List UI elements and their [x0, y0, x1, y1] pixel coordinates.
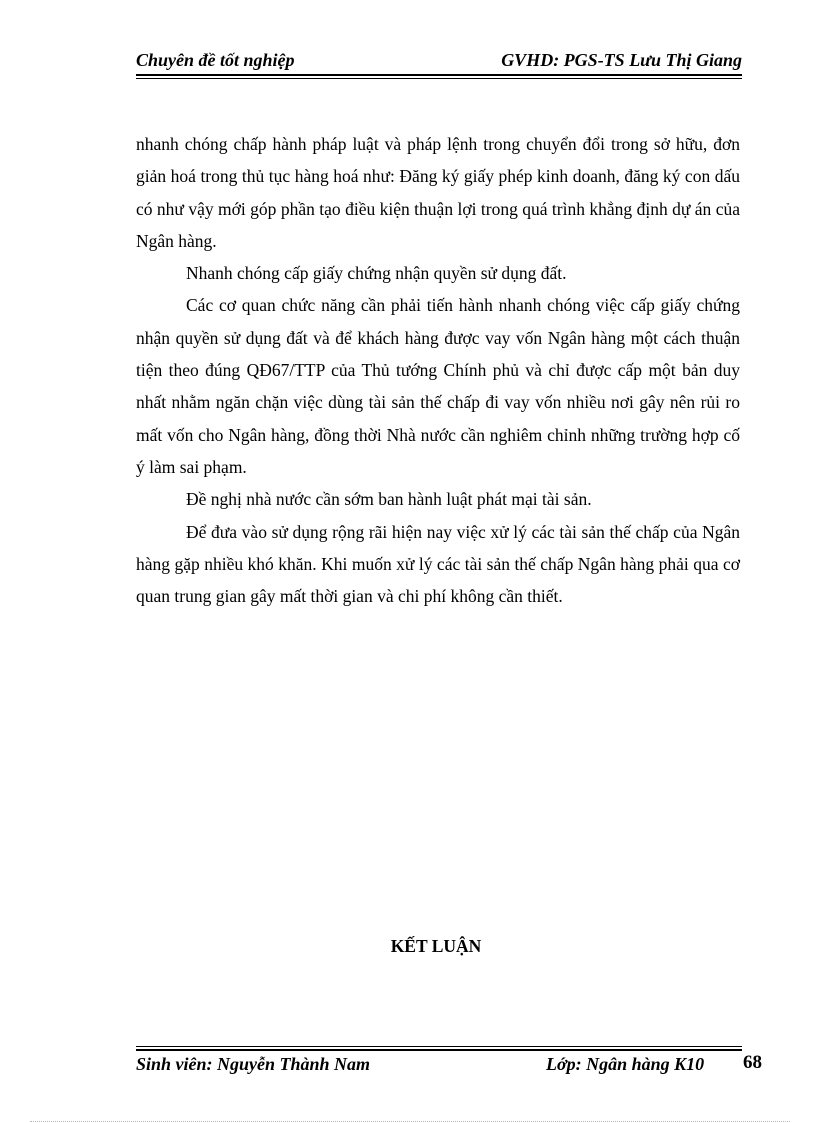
footer-class: Lớp: Ngân hàng K10 — [546, 1054, 705, 1074]
page-number: 68 — [743, 1052, 762, 1073]
header-title: Chuyên đề tốt nghiệp — [136, 50, 295, 70]
paragraph-3: Các cơ quan chức năng cần phải tiến hành nhanh chóng việc cấp giấy chứng nhận quyền sử dụng đất và để khách hàng được vay vốn Ngân hàng một cách thuận tiện theo đúng QĐ67/TTP của Thủ tướng Chính phủ và chỉ được cấp một bản duy nhất nhằm ngăn chặn việc dùng tài sản thế chấp đi vay vốn nhiều nơi gây nên rủi ro mất vốn cho Ngân hàng, đồng thời Nhà nước cần nghiêm chỉnh những trường hợp cố ý làm sai phạm. — [136, 295, 740, 477]
header-supervisor: GVHD: PGS-TS Lưu Thị Giang — [501, 50, 742, 70]
paragraph-4: Đề nghị nhà nước cần sớm ban hành luật phát mại tài sản. — [186, 489, 592, 510]
body-text — [136, 128, 740, 612]
footer-rule-thin — [136, 1046, 742, 1047]
paragraph-5: Để đưa vào sử dụng rộng rãi hiện nay việc xử lý các tài sản thế chấp của Ngân hàng gặp nhiều khó khăn. Khi muốn xử lý các tài sản thế chấp Ngân hàng phải qua cơ quan trung gian gây mất thời gian và chi phí không cần thiết. — [136, 521, 740, 607]
header-rule-thick — [136, 74, 742, 76]
page-edge-divider — [30, 1121, 790, 1122]
page-header — [136, 50, 742, 72]
footer-student: Sinh viên: Nguyễn Thành Nam — [136, 1054, 371, 1074]
footer-rule-thick — [136, 1049, 742, 1051]
paragraph-2: Nhanh chóng cấp giấy chứng nhận quyền sử dụng đất. — [186, 263, 567, 284]
paragraph-1: nhanh chóng chấp hành pháp luật và pháp lệnh trong chuyển đổi trong sở hữu, đơn giản hoá trong thủ tục hàng hoá như: Đăng ký giấy phép kinh doanh, đăng ký con dấu có như vậy mới góp phần tạo điều kiện thuận lợi trong quá trình khẳng định dự án của Ngân hàng. — [136, 134, 740, 251]
page-footer — [136, 1054, 762, 1078]
section-title: KẾT LUẬN — [390, 936, 482, 956]
header-rule-thin — [136, 78, 742, 79]
